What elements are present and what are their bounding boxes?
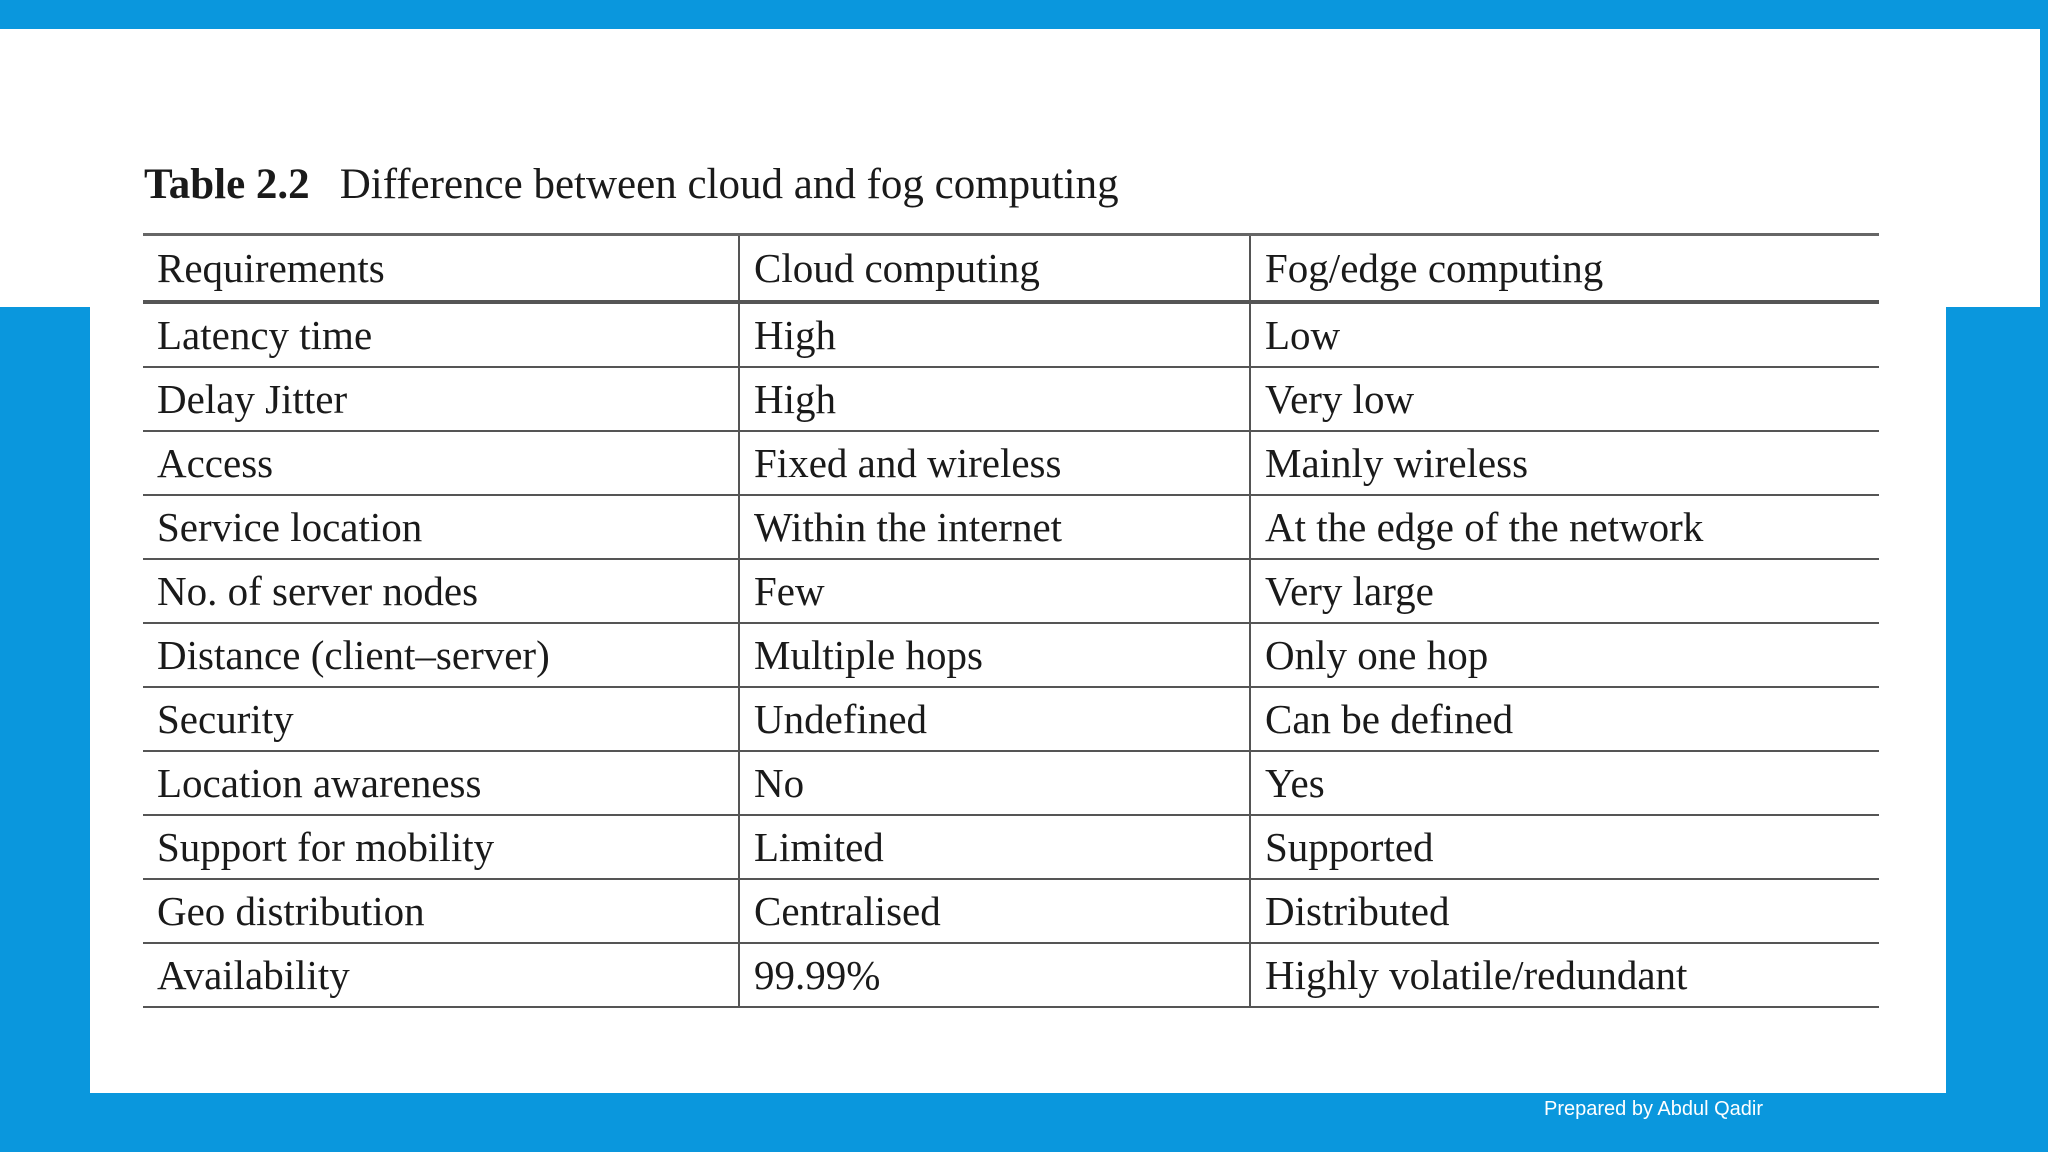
cloud-cell: 99.99% — [739, 943, 1250, 1007]
requirement-cell: Latency time — [143, 302, 739, 367]
fog-cell: Distributed — [1250, 879, 1879, 943]
requirement-cell: Geo distribution — [143, 879, 739, 943]
cloud-cell: Limited — [739, 815, 1250, 879]
right-accent-strip — [2040, 29, 2048, 307]
table-row — [143, 495, 1879, 559]
cloud-cell: High — [739, 302, 1250, 367]
requirement-cell: Security — [143, 687, 739, 751]
cloud-cell: Within the internet — [739, 495, 1250, 559]
top-accent-bar — [0, 0, 2048, 29]
cloud-cell: Fixed and wireless — [739, 431, 1250, 495]
table-body — [143, 302, 1879, 1007]
table-row — [143, 559, 1879, 623]
fog-cell: Supported — [1250, 815, 1879, 879]
header-fog-edge-computing: Fog/edge computing — [1250, 235, 1879, 303]
cloud-cell: No — [739, 751, 1250, 815]
table-caption — [144, 160, 1119, 209]
requirement-cell: Service location — [143, 495, 739, 559]
fog-cell: Only one hop — [1250, 623, 1879, 687]
fog-cell: Highly volatile/redundant — [1250, 943, 1879, 1007]
requirement-cell: Support for mobility — [143, 815, 739, 879]
table-row — [143, 431, 1879, 495]
table-row — [143, 623, 1879, 687]
table-caption-label: Table 2.2 — [144, 161, 310, 208]
fog-cell: Very large — [1250, 559, 1879, 623]
fog-cell: Low — [1250, 302, 1879, 367]
fog-cell: Yes — [1250, 751, 1879, 815]
table-row — [143, 687, 1879, 751]
requirement-cell: Access — [143, 431, 739, 495]
cloud-cell: Undefined — [739, 687, 1250, 751]
cloud-cell: Few — [739, 559, 1250, 623]
fog-cell: Can be defined — [1250, 687, 1879, 751]
header-requirements: Requirements — [143, 235, 739, 303]
table-header — [143, 235, 1879, 303]
requirement-cell: Location awareness — [143, 751, 739, 815]
table-row — [143, 815, 1879, 879]
comparison-table — [143, 233, 1879, 1008]
requirement-cell: No. of server nodes — [143, 559, 739, 623]
cloud-cell: High — [739, 367, 1250, 431]
fog-cell: Very low — [1250, 367, 1879, 431]
table-row — [143, 302, 1879, 367]
requirement-cell: Availability — [143, 943, 739, 1007]
fog-cell: At the edge of the network — [1250, 495, 1879, 559]
table-row — [143, 943, 1879, 1007]
cloud-cell: Centralised — [739, 879, 1250, 943]
table-row — [143, 367, 1879, 431]
table-row — [143, 751, 1879, 815]
fog-cell: Mainly wireless — [1250, 431, 1879, 495]
table-caption-title: Difference between cloud and fog computing — [339, 161, 1119, 208]
table-header-row — [143, 235, 1879, 303]
header-cloud-computing: Cloud computing — [739, 235, 1250, 303]
cloud-cell: Multiple hops — [739, 623, 1250, 687]
footer-credit: Prepared by Abdul Qadir — [1544, 1098, 1764, 1120]
requirement-cell: Delay Jitter — [143, 367, 739, 431]
requirement-cell: Distance (client–server) — [143, 623, 739, 687]
table-row — [143, 879, 1879, 943]
